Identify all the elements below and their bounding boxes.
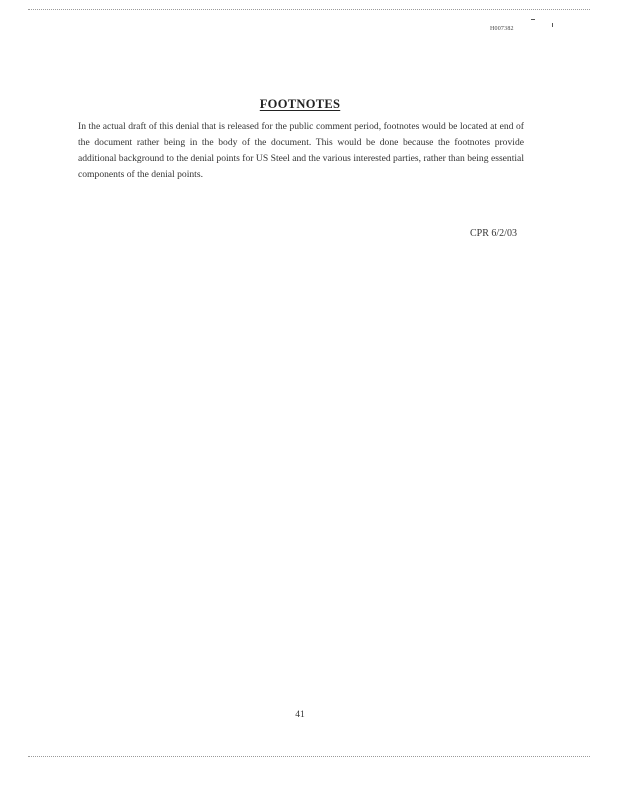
document-id: H007382 xyxy=(490,26,514,32)
scan-edge-top xyxy=(28,9,590,10)
scan-mark xyxy=(531,19,535,20)
page-number: 41 xyxy=(295,710,305,720)
scan-mark xyxy=(552,23,553,27)
page-title: FOOTNOTES xyxy=(259,97,341,111)
author-initials-date: CPR 6/2/03 xyxy=(470,228,517,239)
footnote-paragraph: In the actual draft of this denial that is released for the public comment period, footnotes would be located at end of the document rather being in the body of the document. This would be done because the footnotes provide additional background to the denial points for US Steel and the various interested parties, rather than being essential components of the denial points. xyxy=(78,121,524,180)
scan-edge-bottom xyxy=(28,756,590,757)
